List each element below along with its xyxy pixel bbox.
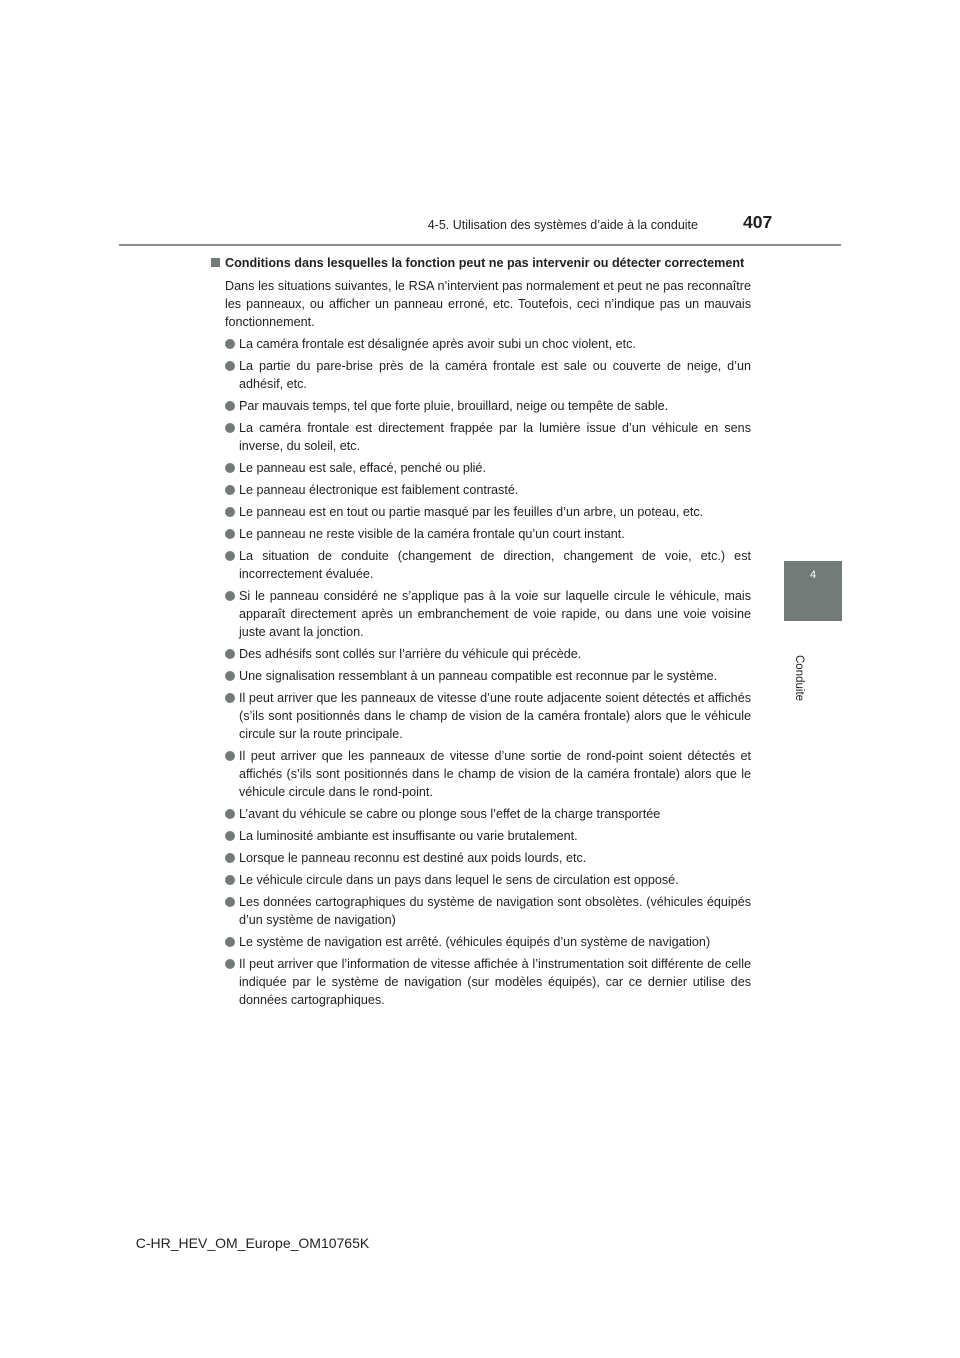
list-item bbox=[211, 805, 751, 823]
circle-bullet-icon bbox=[225, 897, 235, 907]
list-item-text: La caméra frontale est directement frappée par la lumière issue d’un véhicule en sens inverse, du soleil, etc. bbox=[239, 421, 751, 453]
list-item-text: La partie du pare-brise près de la caméra frontale est sale ou couverte de neige, d’un adhésif, etc. bbox=[239, 359, 751, 391]
list-item bbox=[211, 587, 751, 641]
list-item-text: Il peut arriver que l’information de vitesse affichée à l’instrumentation soit différente de celle indiquée par le système de navigation (sur modèles équipés), car ce dernier utilise des données cartographiques. bbox=[239, 957, 751, 1007]
section-intro: Dans les situations suivantes, le RSA n’intervient pas normalement et peut ne pas reconnaître les panneaux, ou afficher un panneau erroné, etc. Toutefois, ceci n’indique pas un mauvais fonctionnement. bbox=[225, 279, 751, 329]
circle-bullet-icon bbox=[225, 591, 235, 601]
circle-bullet-icon bbox=[225, 529, 235, 539]
list-item-text: La situation de conduite (changement de direction, changement de voie, etc.) est incorrectement évaluée. bbox=[239, 549, 751, 581]
list-item-text: Il peut arriver que les panneaux de vitesse d’une sortie de rond-point soient détectés et affichés (s’ils sont positionnés dans le champ de vision de la caméra frontale) alors que le véhicule circule dans le rond-point. bbox=[239, 749, 751, 799]
circle-bullet-icon bbox=[225, 551, 235, 561]
list-item bbox=[211, 459, 751, 477]
circle-bullet-icon bbox=[225, 831, 235, 841]
list-item bbox=[211, 525, 751, 543]
circle-bullet-icon bbox=[225, 875, 235, 885]
list-item-text: Par mauvais temps, tel que forte pluie, brouillard, neige ou tempête de sable. bbox=[239, 399, 669, 413]
chapter-label: Conduite bbox=[793, 655, 805, 702]
list-item-text: Le panneau électronique est faiblement contrasté. bbox=[239, 483, 519, 497]
list-item-text: Le panneau ne reste visible de la caméra frontale qu’un court instant. bbox=[239, 527, 625, 541]
footer-document-code: C-HR_HEV_OM_Europe_OM10765K bbox=[135, 1235, 370, 1251]
list-item bbox=[211, 645, 751, 663]
list-item bbox=[211, 827, 751, 845]
circle-bullet-icon bbox=[225, 751, 235, 761]
conditions-list bbox=[211, 335, 751, 1009]
circle-bullet-icon bbox=[225, 671, 235, 681]
section-heading bbox=[211, 254, 751, 272]
list-item bbox=[211, 667, 751, 685]
list-item-text: L’avant du véhicule se cabre ou plonge sous l’effet de la charge transportée bbox=[239, 807, 661, 821]
circle-bullet-icon bbox=[225, 463, 235, 473]
list-item bbox=[211, 397, 751, 415]
list-item-text: Des adhésifs sont collés sur l’arrière du véhicule qui précède. bbox=[239, 647, 582, 661]
circle-bullet-icon bbox=[225, 361, 235, 371]
list-item-text: Il peut arriver que les panneaux de vitesse d’une route adjacente soient détectés et affichés (s’ils sont positionnés dans le champ de vision de la caméra frontale) alors que le véhicule circule sur la route principale. bbox=[239, 691, 751, 741]
list-item bbox=[211, 481, 751, 499]
square-bullet-icon bbox=[211, 258, 220, 267]
circle-bullet-icon bbox=[225, 339, 235, 349]
chapter-tab bbox=[784, 561, 842, 621]
list-item-text: La caméra frontale est désalignée après avoir subi un choc violent, etc. bbox=[239, 337, 636, 351]
list-item bbox=[211, 849, 751, 867]
chapter-number: 4 bbox=[809, 569, 817, 581]
circle-bullet-icon bbox=[225, 959, 235, 969]
list-item-text: Le panneau est en tout ou partie masqué par les feuilles d’un arbre, un poteau, etc. bbox=[239, 505, 704, 519]
circle-bullet-icon bbox=[225, 937, 235, 947]
list-item bbox=[211, 955, 751, 1009]
list-item bbox=[211, 547, 751, 583]
section-title: Conditions dans lesquelles la fonction peut ne pas intervenir ou détecter correctement bbox=[225, 256, 745, 270]
list-item bbox=[211, 871, 751, 889]
list-item-text: La luminosité ambiante est insuffisante ou varie brutalement. bbox=[239, 829, 578, 843]
list-item-text: Les données cartographiques du système de navigation sont obsolètes. (véhicules équipés d’un système de navigation) bbox=[239, 895, 751, 927]
list-item-text: Le véhicule circule dans un pays dans lequel le sens de circulation est opposé. bbox=[239, 873, 679, 887]
circle-bullet-icon bbox=[225, 853, 235, 863]
circle-bullet-icon bbox=[225, 649, 235, 659]
list-item-text: Si le panneau considéré ne s’applique pas à la voie sur laquelle circule le véhicule, mais apparaît directement après un embranchement de voie rapide, ou dans une voie voisine juste avant la jonction. bbox=[239, 589, 751, 639]
list-item-text: Le système de navigation est arrêté. (véhicules équipés d’un système de navigation) bbox=[239, 935, 711, 949]
circle-bullet-icon bbox=[225, 401, 235, 411]
circle-bullet-icon bbox=[225, 507, 235, 517]
list-item bbox=[211, 893, 751, 929]
list-item bbox=[211, 419, 751, 455]
circle-bullet-icon bbox=[225, 485, 235, 495]
list-item-text: Lorsque le panneau reconnu est destiné aux poids lourds, etc. bbox=[239, 851, 587, 865]
main-content bbox=[211, 254, 751, 1013]
circle-bullet-icon bbox=[225, 809, 235, 819]
circle-bullet-icon bbox=[225, 423, 235, 433]
list-item bbox=[211, 335, 751, 353]
list-item-text: Une signalisation ressemblant à un panneau compatible est reconnue par le système. bbox=[239, 669, 718, 683]
list-item-text: Le panneau est sale, effacé, penché ou plié. bbox=[239, 461, 486, 475]
list-item bbox=[211, 503, 751, 521]
page-number: 407 bbox=[743, 212, 773, 232]
list-item bbox=[211, 933, 751, 951]
header-rule bbox=[119, 244, 841, 246]
list-item bbox=[211, 689, 751, 743]
list-item bbox=[211, 357, 751, 393]
circle-bullet-icon bbox=[225, 693, 235, 703]
header-section-title: 4-5. Utilisation des systèmes d’aide à la conduite bbox=[427, 218, 698, 232]
list-item bbox=[211, 747, 751, 801]
